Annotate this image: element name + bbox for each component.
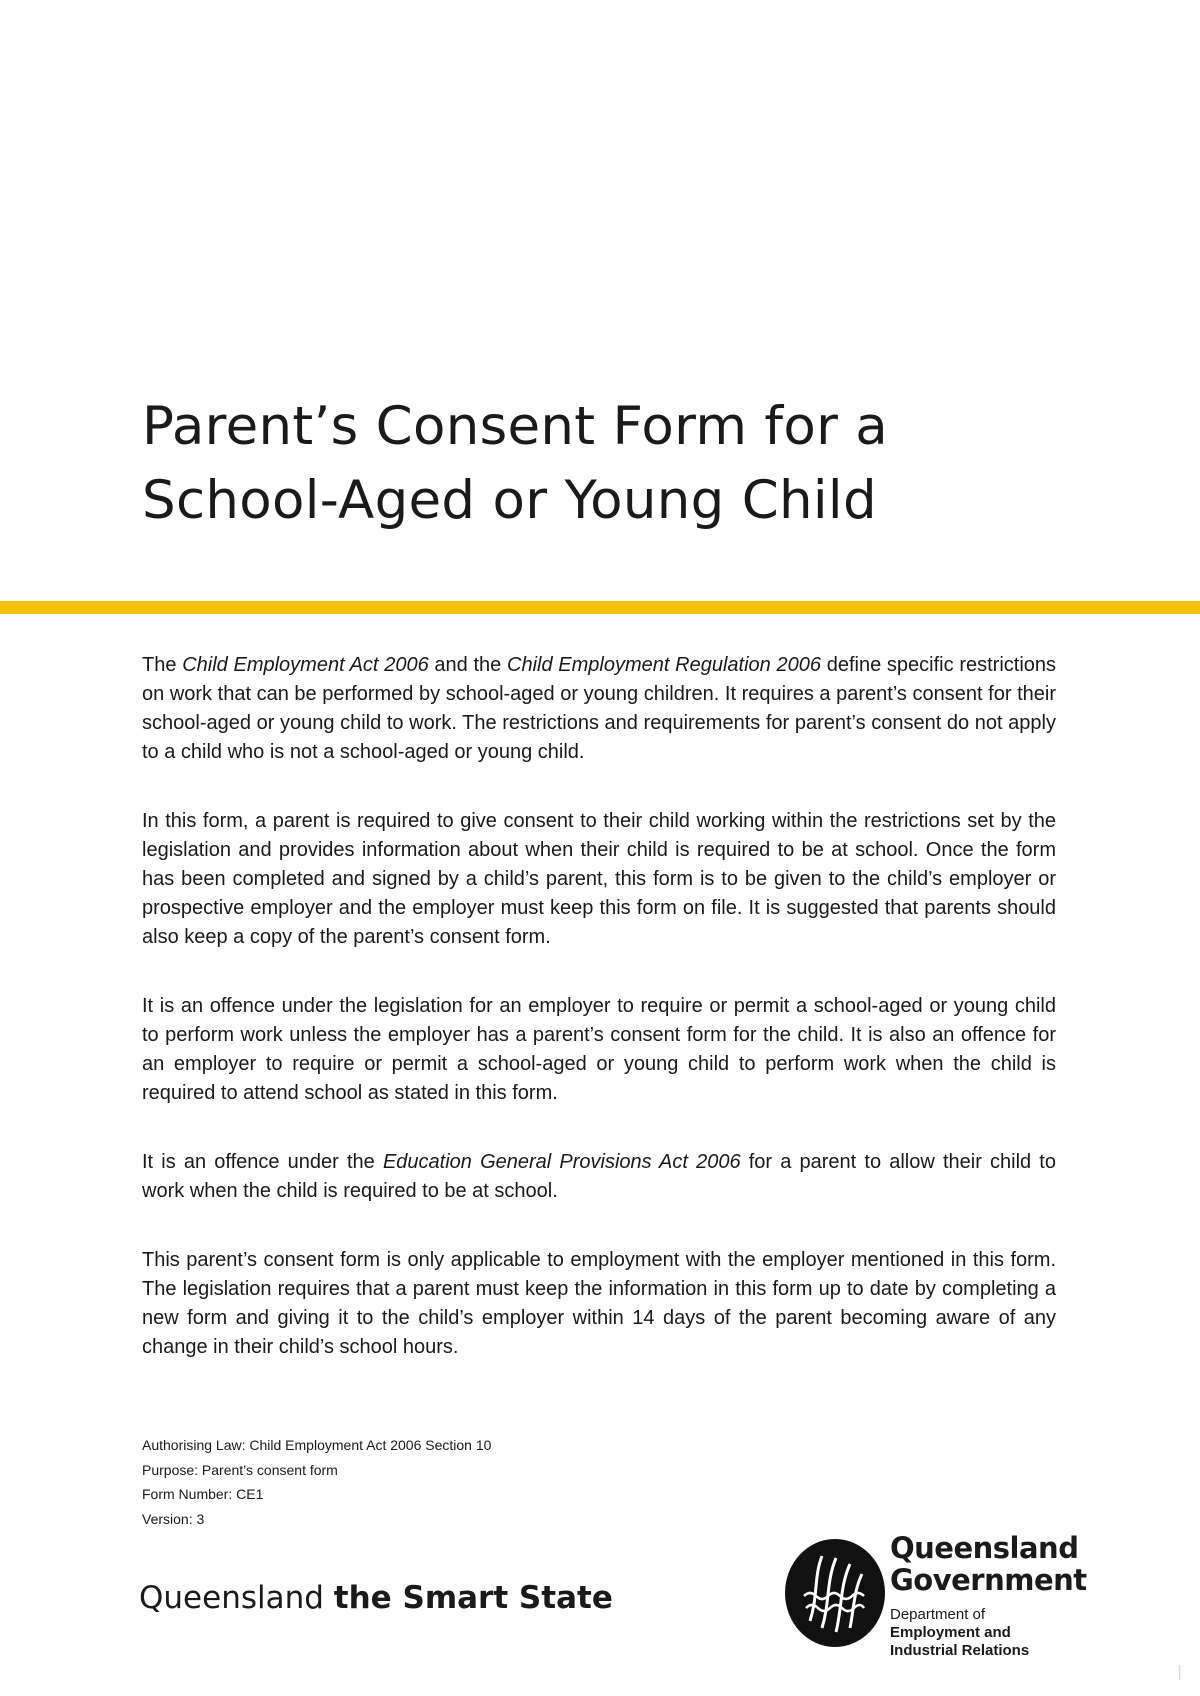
wordmark-government: Government — [890, 1563, 1087, 1597]
accent-rule — [0, 601, 1200, 614]
queensland-government-logo — [780, 1531, 1087, 1672]
slogan-bold: the Smart State — [333, 1580, 613, 1616]
p4-post: for a parent to allow their child to work when the child is required to be at school. — [142, 1151, 1056, 1202]
body-text — [142, 651, 1056, 1402]
paragraph-4 — [142, 1148, 1056, 1206]
dept-line-3: Industrial Relations — [890, 1642, 1030, 1659]
dept-line-2: Employment and — [890, 1624, 1011, 1641]
dept-line-1: Department of — [890, 1606, 986, 1623]
department-name — [890, 1606, 1080, 1660]
government-crest-icon — [780, 1536, 890, 1650]
title-line-2: School-Aged or Young Child — [142, 470, 877, 531]
paragraph-1 — [142, 651, 1056, 767]
wordmark-queensland: Queensland — [890, 1531, 1079, 1565]
form-number: Form Number: CE1 — [142, 1486, 264, 1502]
form-metadata — [142, 1433, 742, 1531]
act-reference: Child Employment Act 2006 — [182, 654, 429, 676]
p1-post: define specific restrictions on work that can be performed by school-aged or young children. It requires a parent’s consent for their school-aged or young child to work. The restrictions and requirements for parent’s consent do not apply to a child who is not a school-aged or young child. — [142, 654, 1057, 763]
smart-state-slogan — [139, 1578, 613, 1618]
page-title — [142, 390, 1042, 538]
authorising-law: Authorising Law: Child Employment Act 2006 Section 10 — [142, 1437, 492, 1453]
p1-pre: The — [142, 654, 183, 676]
purpose: Purpose: Parent’s consent form — [142, 1461, 338, 1478]
slogan-regular: Queensland — [139, 1580, 334, 1616]
title-line-1: Parent’s Consent Form for a — [142, 396, 889, 457]
version: Version: 3 — [142, 1510, 205, 1527]
p1-mid: and the — [428, 654, 508, 676]
p4-pre: It is an offence under the — [142, 1151, 383, 1173]
paragraph-2: In this form, a parent is required to give consent to their child working within the restrictions set by the legislation and provides information about when their child is required to be at school. Once the form has been completed and signed by a child’s parent, this form is to be given to the child’s employer or prospective employer and the employer must keep this form on file. It is suggested that parents should also keep a copy of the parent’s consent form. — [142, 810, 1056, 948]
document-code-mark: ••••••• — [1178, 1665, 1184, 1680]
regulation-reference: Child Employment Regulation 2006 — [507, 654, 821, 676]
paragraph-3: It is an offence under the legislation for an employer to require or permit a school-aged or young child to perform work unless the employer has a parent’s consent form for the child. It is also an offence for an employer to require or permit a school-aged or young child to perform work when the child is required to attend school as stated in this form. — [142, 995, 1056, 1104]
education-act-reference: Education General Provisions Act 2006 — [382, 1151, 741, 1173]
paragraph-5: This parent’s consent form is only applicable to employment with the employer mentioned in this form. The legislation requires that a parent must keep the information in this form up to date by completing a new form and giving it to the child’s employer within 14 days of the parent becoming aware of any change in their child’s school hours. — [142, 1249, 1056, 1358]
government-wordmark — [890, 1531, 1087, 1660]
